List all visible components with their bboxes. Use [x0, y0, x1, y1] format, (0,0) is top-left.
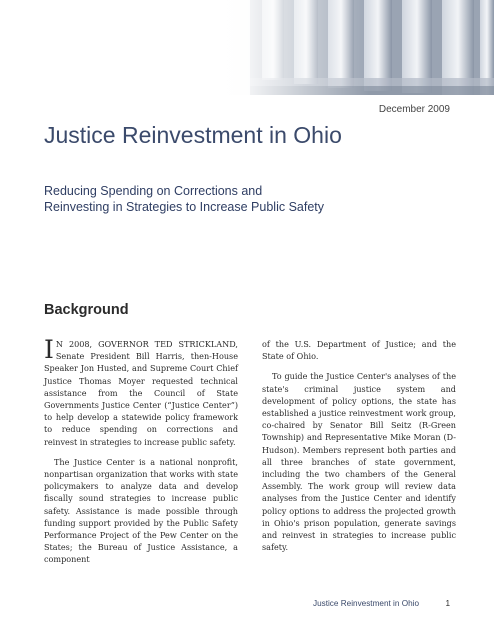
body-paragraph-1 — [44, 335, 238, 448]
document-subtitle: Reducing Spending on Corrections and Reinvesting in Strategies to Increase Public Safety — [44, 184, 325, 214]
page-number: 1 — [445, 599, 450, 608]
body-column-right — [262, 338, 456, 561]
publication-date: December 2009 — [378, 104, 450, 115]
paragraph-1-text: N 2008, GOVERNOR TED STRICKLAND, Senate President Bill Harris, then-House Speaker Jon Husted, and Supreme Court Chief Justice Thomas Moyer requested technical assistance from the Council of State Governments Justice Center (“Justice Center”) to help develop a statewide policy framework to reduce spending on corrections and reinvest in strategies to increase public safety. — [44, 339, 238, 447]
body-paragraph-4: To guide the Justice Center's analyses of the state's criminal justice system and development of policy options, the state has established a justice reinvestment work group, co-chaired by Senator Bill Seitz (R-Green Township) and Representative Mike Moran (D-Hudson). Members represent both parties and all three branches of state government, including the two chambers of the General Assembly. The work group will review data analyses from the Justice Center and identify policy options to address the projected growth in Ohio's prison population, generate savings and reinvest in strategies to increase public safety. — [262, 371, 456, 553]
section-heading-background: Background — [44, 302, 129, 318]
footer-running-title: Justice Reinvestment in Ohio — [312, 599, 419, 608]
header-banner-columns-image — [0, 0, 494, 95]
body-paragraph-3: of the U.S. Department of Justice; and the State of Ohio. — [262, 339, 456, 362]
body-paragraph-2: The Justice Center is a national nonprofit, nonpartisan organization that works with state policymakers to analyze data and develop fiscally sound strategies to increase public safety. Assistance is made possible through funding support provided by the Public Safety Performance Project of the Pew Center on the States; the Bureau of Justice Assistance, a component — [44, 456, 238, 565]
body-column-left — [44, 335, 238, 574]
document-title: Justice Reinvestment in Ohio — [44, 122, 342, 148]
drop-cap: I — [44, 335, 54, 364]
